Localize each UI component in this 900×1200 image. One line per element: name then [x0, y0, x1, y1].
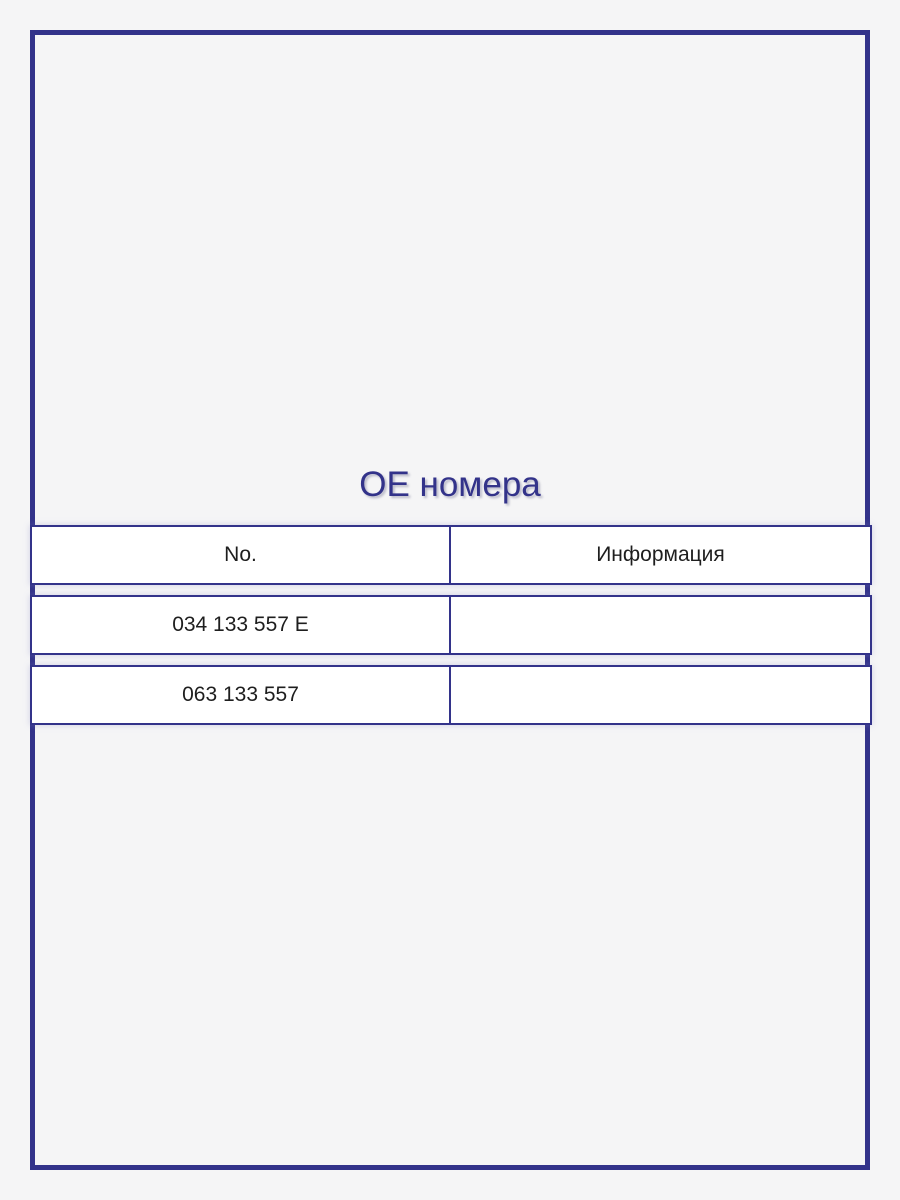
information-cell — [451, 665, 872, 725]
table-row — [30, 665, 872, 725]
header-cell-information: Информация — [451, 525, 872, 585]
header-cell-number: No. — [30, 525, 451, 585]
table-header-row — [30, 525, 872, 585]
oe-number-cell: 063 133 557 — [30, 665, 451, 725]
information-cell — [451, 595, 872, 655]
oe-number-cell: 034 133 557 E — [30, 595, 451, 655]
page-title: OE номера — [359, 465, 541, 504]
table-row — [30, 595, 872, 655]
